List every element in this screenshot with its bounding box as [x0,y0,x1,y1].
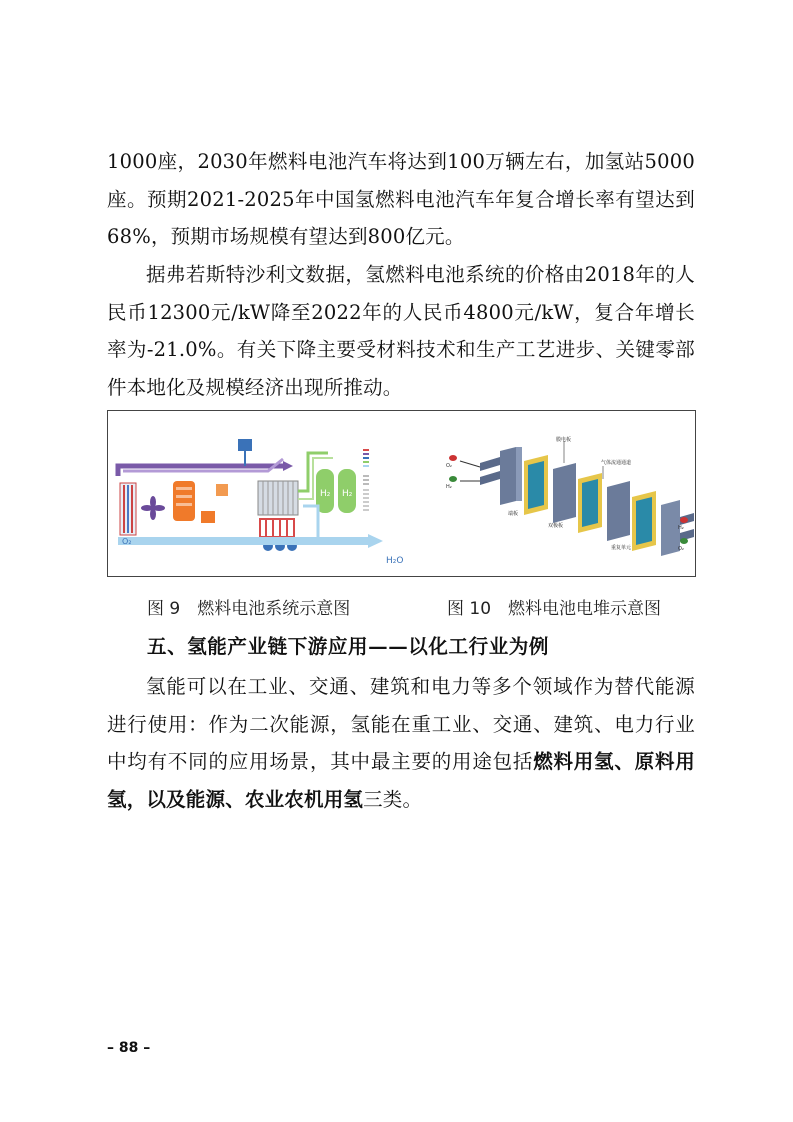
o2-label: O₂ [122,537,132,546]
inlet-pipe [480,457,500,471]
o2-outlet-label: O₂ [678,546,684,552]
caption-figure-9: 图 9 燃料电池系统示意图 [147,599,351,619]
h2-inlet-label: H₂ [446,484,452,490]
fuel-cell-stack-diagram [446,436,694,556]
fuel-cell-system-diagram [118,439,403,566]
h2-inlet-icon [449,476,457,482]
membrane-label: 膜电板 [556,437,572,443]
paragraph-price: 据弗若斯特沙利文数据，氢燃料电池系统的价格由2018年的人民币12300元/kW降至2022年的人民币4800元/kW，复合年增长率为-21.0%。有关下降主要受材料技术和生产工艺进步、关键零部件本地化及规模经济出现所推动。 [107,263,695,399]
paragraph-applications-text: 氢能可以在工业、交通、建筑和电力等多个领域作为替代能源进行使用：作为二次能源，氢能在重工业、交通、建筑、电力行业中均有不同的应用场景，其中最主要的用途包括 [107,675,695,773]
figure-frame [107,410,696,577]
assembly-label: 重复单元 [611,545,632,551]
humidifier [238,439,252,451]
paragraph-applications-tail: 三类。 [363,787,423,811]
paragraph-applications [107,668,695,818]
h2-outlet-icon [680,517,688,523]
valve [216,484,228,496]
fan-icon [141,496,165,520]
arrow-head [283,461,293,471]
o2-inlet-icon [449,455,457,461]
diagram-legend [363,449,369,511]
h2-tank-label: H₂ [320,489,331,499]
battery [201,511,215,523]
paragraph-applications-bold: 燃料用氢、原料用氢，以及能源、农业农机用氢 [107,750,695,811]
bipolar-plate-2 [607,481,630,541]
bipolar-plate-label: 双极板 [548,523,564,529]
paragraph-market: 1000座，2030年燃料电池汽车将达到100万辆左右，加氢站5000座。预期2021-2025年中国氢燃料电池汽车年复合增长率有望达到68%，预期市场规模有望达到800亿元。 [107,150,695,248]
caption-figure-10: 图 10 燃料电池电堆示意图 [447,599,662,619]
section-heading: 五、氢能产业链下游应用——以化工行业为例 [147,635,550,658]
o2-inlet-label: O₂ [446,463,452,469]
h2-outlet-label: H₂ [678,525,684,531]
bipolar-plate-1 [553,463,576,523]
gas-channel-label: 气体流通通道 [601,460,632,466]
end-plate-left [500,447,516,505]
end-plate-label: 端板 [508,511,519,517]
h2-tank-label-2: H₂ [342,489,353,499]
figure-illustration [108,411,695,576]
page-number: – 88 – [107,1040,151,1056]
o2-outlet-icon [680,538,688,544]
h2o-label: H₂O [386,556,404,566]
